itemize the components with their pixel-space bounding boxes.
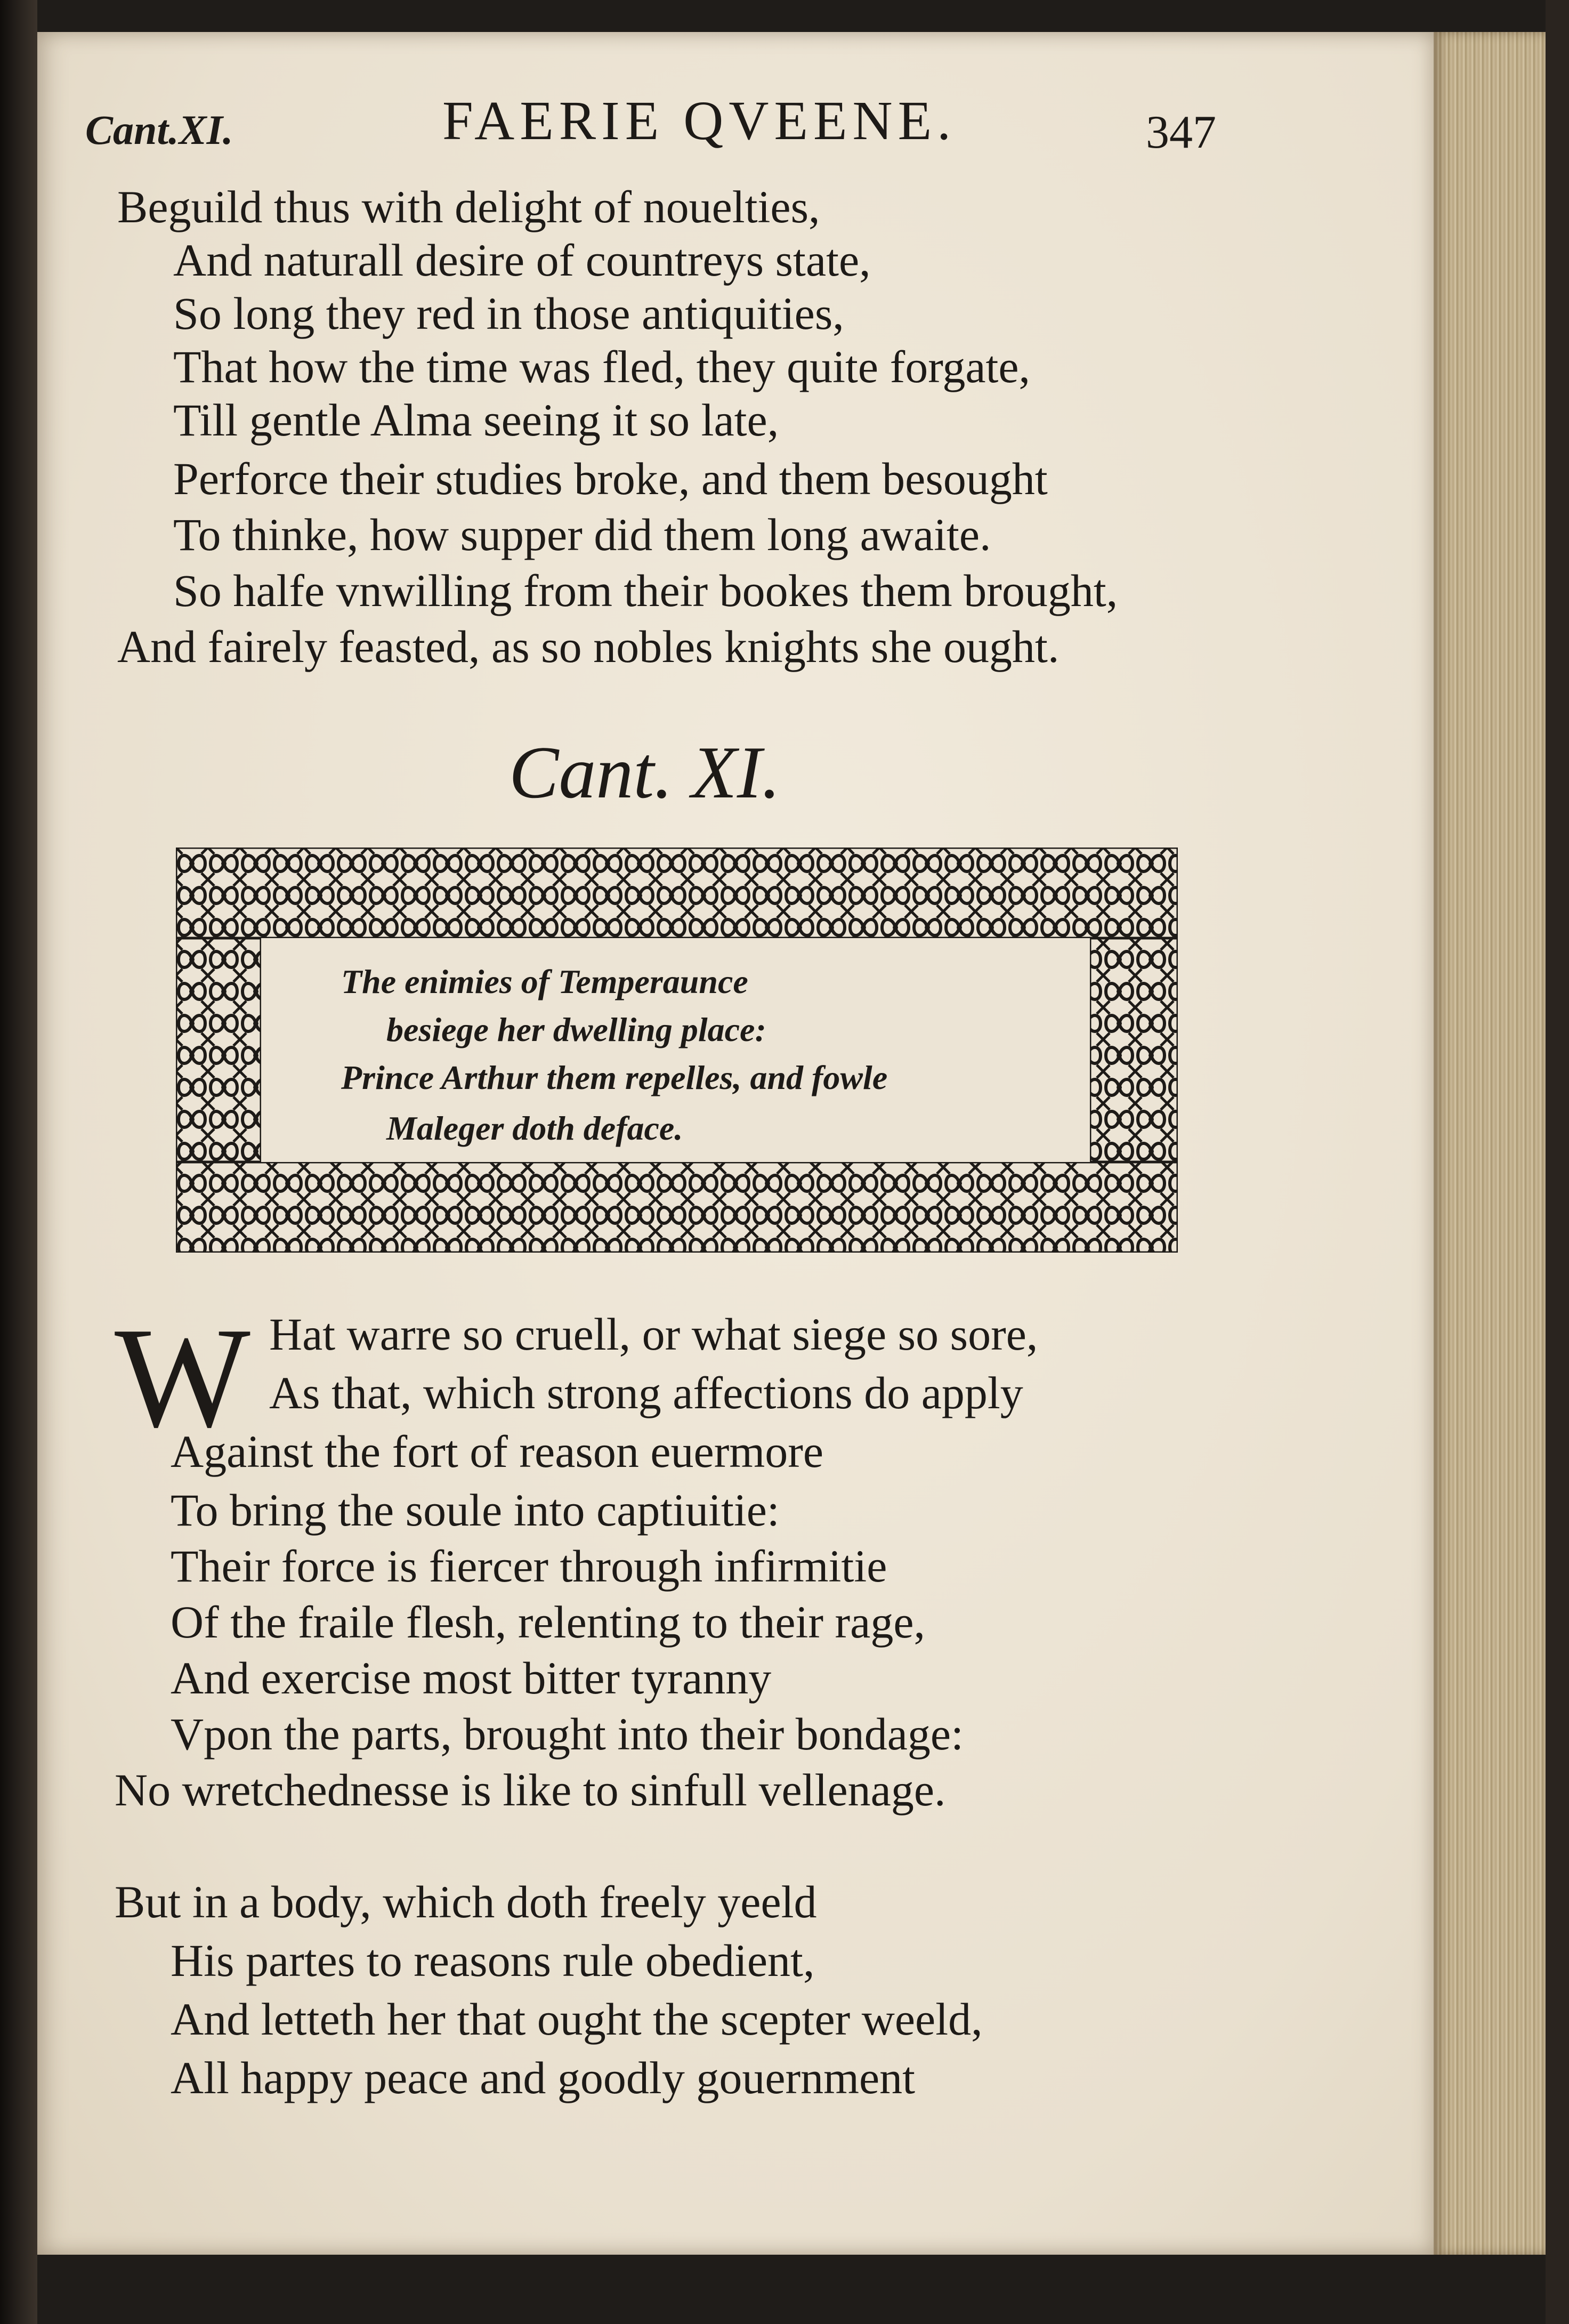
verse-line: So halfe vnwilling from their bookes them brought, bbox=[173, 565, 1118, 616]
page-number: 347 bbox=[1146, 107, 1216, 158]
verse-line: But in a body, which doth freely yeeld bbox=[115, 1876, 817, 1927]
page-edges bbox=[1434, 32, 1546, 2255]
verse-line: Against the fort of reason euermore bbox=[171, 1426, 824, 1477]
drop-cap: W bbox=[115, 1298, 250, 1457]
book-cover-right bbox=[1546, 0, 1569, 2324]
verse-line: And exercise most bitter tyranny bbox=[171, 1652, 772, 1704]
ornamental-border bbox=[176, 848, 1178, 1253]
verse-line: As that, which strong affections do apply bbox=[269, 1367, 1023, 1418]
verse-line: Of the fraile flesh, relenting to their rage, bbox=[171, 1596, 926, 1648]
book-cover-left bbox=[0, 0, 37, 2324]
argument-line: Prince Arthur them repelles, and fowle bbox=[341, 1059, 888, 1096]
running-head: Cant.XI. bbox=[85, 107, 233, 153]
verse-line: And fairely feasted, as so nobles knights she ought. bbox=[117, 621, 1060, 672]
verse-line: Till gentle Alma seeing it so late, bbox=[173, 394, 779, 446]
verse-line: To thinke, how supper did them long awaite. bbox=[173, 509, 991, 560]
verse-line: Perforce their studies broke, and them besought bbox=[173, 453, 1048, 504]
verse-line: His partes to reasons rule obedient, bbox=[171, 1935, 815, 1986]
verse-line: Hat warre so cruell, or what siege so sore, bbox=[269, 1309, 1038, 1360]
page-title: FAERIE QVEENE. bbox=[442, 90, 957, 151]
argument-line: The enimies of Temperaunce bbox=[341, 963, 748, 1000]
argument-line: Maleger doth deface. bbox=[386, 1109, 683, 1147]
verse-line: No wretchednesse is like to sinfull vellenage. bbox=[115, 1764, 946, 1815]
verse-line: And naturall desire of countreys state, bbox=[173, 235, 871, 286]
verse-line: Vpon the parts, brought into their bondage: bbox=[171, 1708, 964, 1760]
verse-line: To bring the soule into captiuitie: bbox=[171, 1484, 780, 1536]
argument-line: besiege her dwelling place: bbox=[386, 1011, 766, 1048]
verse-line: And letteth her that ought the scepter weeld, bbox=[171, 1994, 983, 2045]
canto-heading: Cant. XI. bbox=[509, 731, 781, 814]
verse-line: So long they red in those antiquities, bbox=[173, 288, 844, 339]
verse-line: Their force is fiercer through infirmitie bbox=[171, 1540, 887, 1592]
verse-line: That how the time was fled, they quite forgate, bbox=[173, 341, 1031, 392]
verse-line: All happy peace and goodly gouernment bbox=[171, 2052, 916, 2103]
verse-line: Beguild thus with delight of nouelties, bbox=[117, 181, 820, 232]
